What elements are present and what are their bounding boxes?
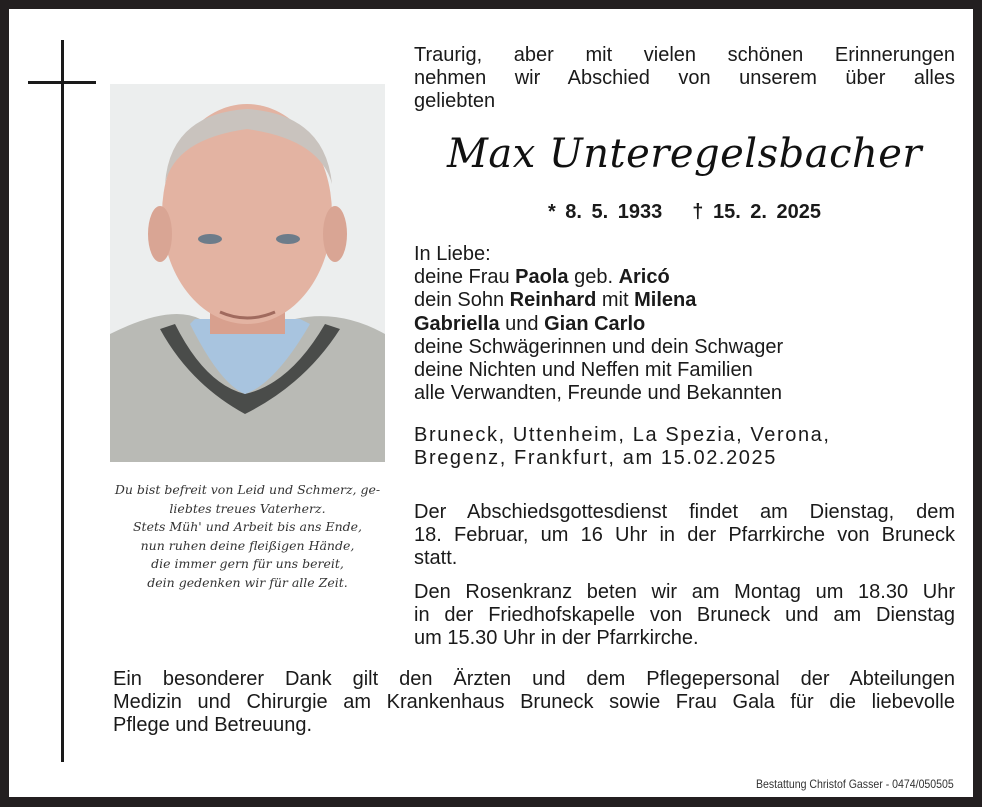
poem-line: die immer gern für uns bereit,: [151, 556, 344, 571]
service-line: 18. Februar, um 16 Uhr in der Pfarrkirche von Bruneck: [414, 524, 955, 547]
cross-icon-horizontal: [28, 81, 96, 84]
thanks-line: Ein besonderer Dank gilt den Ärzten und dem Pflegepersonal der Abteilungen: [113, 668, 955, 690]
rosary-line: Den Rosenkranz beten wir am Montag um 18.30 Uhr: [414, 581, 955, 603]
poem-line: dein gedenken wir für alle Zeit.: [147, 574, 348, 590]
text: deine Frau: [414, 266, 516, 289]
mourner-line: [414, 289, 955, 312]
text: dein Sohn: [414, 289, 510, 312]
text: geb.: [568, 266, 619, 289]
intro-text: [414, 44, 955, 114]
obituary-notice: [9, 9, 973, 797]
mourner-line: deine Schwägerinnen und dein Schwager: [414, 335, 784, 358]
funeral-service-info: [414, 501, 955, 571]
place-line: Bruneck, Uttenheim, La Spezia, Verona,: [414, 424, 831, 446]
mourner-name: Gian Carlo: [544, 312, 646, 335]
cross-icon-vertical: [61, 40, 64, 762]
poem-line: nun ruhen deine fleißigen Hände,: [140, 537, 355, 553]
thanks-line: Pflege und Betreuung.: [113, 714, 313, 737]
rosary-line: in der Friedhofskapelle von Bruneck und am Dienstag: [414, 604, 955, 627]
mourner-name: Reinhard: [509, 289, 597, 312]
mourner-name: Aricó: [618, 266, 670, 289]
rosary-line: um 15.30 Uhr in der Pfarrkirche.: [414, 627, 699, 650]
mourners-heading: In Liebe:: [414, 243, 491, 265]
mourner-line: [414, 313, 955, 336]
funeral-home-footer: Bestattung Christof Gasser - 0474/050505: [756, 777, 954, 791]
service-line: statt.: [414, 547, 458, 570]
memorial-poem: [105, 481, 390, 592]
intro-line: geliebten: [414, 90, 496, 113]
deceased-name: Max Unteregelsbacher: [446, 131, 923, 177]
mourners-list: [414, 243, 955, 405]
thanks-text: [113, 668, 955, 738]
intro-line: Traurig, aber mit vielen schönen Erinnerungen: [414, 44, 955, 66]
poem-line: liebtes treues Vaterherz.: [169, 500, 326, 516]
place-line: Bregenz, Frankfurt, am 15.02.2025: [414, 447, 777, 470]
poem-line: Stets Müh' und Arbeit bis ans Ende,: [132, 519, 362, 534]
death-date: † 15. 2. 2025: [692, 201, 822, 223]
portrait-photo: [110, 84, 385, 462]
mourner-name: Paola: [515, 266, 569, 289]
text: mit: [596, 289, 635, 312]
mourner-name: Milena: [634, 289, 697, 312]
life-dates: [414, 201, 955, 224]
text: und: [499, 312, 545, 335]
thanks-line: Medizin und Chirurgie am Krankenhaus Bruneck sowie Frau Gala für die liebevolle: [113, 691, 955, 714]
mourner-name: Gabriella: [414, 312, 500, 335]
mourner-line: [414, 266, 955, 289]
birth-date: * 8. 5. 1933: [547, 201, 663, 223]
poem-line: Du bist befreit von Leid und Schmerz, ge-: [114, 482, 381, 497]
place-date: [414, 424, 831, 470]
mourner-line: alle Verwandten, Freunde und Bekannten: [414, 382, 783, 405]
mourner-line: deine Nichten und Neffen mit Familien: [414, 359, 753, 382]
rosary-info: [414, 581, 955, 651]
intro-line: nehmen wir Abschied von unserem über alles: [414, 67, 955, 90]
service-line: Der Abschiedsgottesdienst findet am Dienstag, dem: [414, 501, 955, 523]
